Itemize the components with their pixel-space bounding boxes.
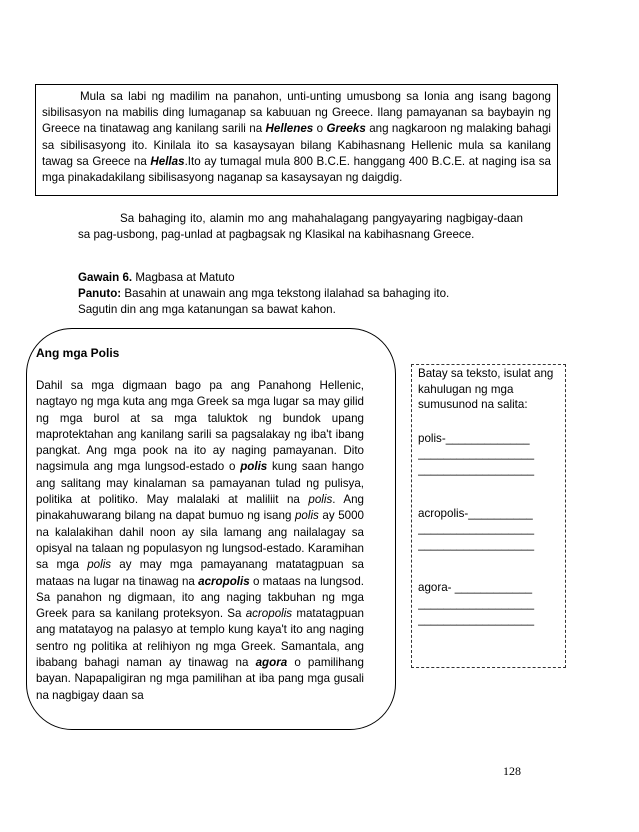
story-text-1: Dahil sa mga digmaan bago pa ang Panahong Hellenic, nagtayo ng mga kuta ang mga Greek sa mga lugar sa may gilid ng mga burol at sa mga taluktok ng bundok upang maprotektahan ang kanilang sarili sa pagsalakay ng iba't ibang pangkat. Ang mga pook na ito ay naging pamayanan. Dito nagsimula ang mga lungsod-estado o [36, 379, 364, 474]
term-polis: polis [308, 493, 333, 507]
term-polis: polis [294, 509, 319, 523]
panuto-label: Panuto: [78, 287, 122, 300]
task-section [78, 270, 538, 318]
story-text-2: kung saan hango ang salitang may kinalaman sa pamayanan tulad ng pulisya, politika at politiko. May malalaki at maliliit na [36, 460, 364, 507]
lead-paragraph [78, 211, 523, 243]
term-hellas: Hellas [150, 154, 185, 168]
story-text-3: . Ang pinakahuwarang bilang na dapat bumuo ng isang [36, 493, 364, 523]
vocab-panel [418, 366, 563, 655]
term-acropolis: acropolis [198, 574, 250, 588]
intro-text-3: .Ito ay tumagal mula 800 B.C.E. hanggang 400 B.C.E. at naging isa sa mga pinakadakilang sibilisasyong naganap sa kasaysayan ng daigdig. [42, 154, 551, 185]
story-text-6: o mataas na lungsod. Sa panahon ng digmaan, ito ang naging takbuhan ng mga Greek para sa kanilang proteksyon. Sa [36, 574, 364, 621]
answer-line[interactable]: __________________ [418, 447, 535, 461]
vocab-term-acropolis: acropolis-__________ [418, 506, 533, 520]
task-instruction [78, 286, 538, 302]
answer-line[interactable]: __________________ [418, 462, 535, 476]
term-greeks: Greeks [326, 122, 366, 136]
answer-line[interactable]: __________________ [418, 537, 535, 551]
vocab-item-acropolis[interactable] [418, 506, 563, 553]
answer-line[interactable]: __________________ [418, 522, 535, 536]
term-hellenes: Hellenes [265, 122, 314, 136]
vocab-term-agora: agora- ____________ [418, 581, 533, 595]
term-polis: polis [240, 460, 268, 474]
task-title: Gawain 6. [78, 271, 133, 284]
answer-line[interactable]: __________________ [418, 612, 535, 626]
story-text-4: ay 5000 na kalalakihan dahil noon ay sila lamang ang nailalagay sa opisyal na talaan ng populasyon ng lungsod-estado. Karamihan sa mga [36, 509, 364, 572]
term-polis: polis [87, 558, 112, 572]
vocab-instruction: Batay sa teksto, isulat ang kahulugan ng mga sumusunod na salita: [418, 367, 554, 412]
vocab-item-polis[interactable] [418, 431, 563, 478]
task-heading [78, 270, 538, 286]
vocab-item-agora[interactable] [418, 580, 563, 627]
story-text-7: matatagpuan ang matatayog na palasyo at templo kung kaya't ito ang naging sentro ng politika at relihiyon ng mga Greek. Samantala, ang ibabang bahagi naman ay tinawag na [36, 607, 364, 670]
term-acropolis: acropolis [245, 607, 293, 621]
lead-text: Sa bahaging ito, alamin mo ang mahahalagang pangyayaring nagbigay-daan sa pag-usbong, pag-unlad at pagbagsak ng Klasikal na kabihasnang Greece. [78, 212, 523, 241]
panuto-text: Basahin at unawain ang mga tekstong ilalahad sa bahaging ito. [121, 287, 450, 300]
intro-text-1: Mula sa labi ng madilim na panahon, unti-unting umusbong sa Ionia ang isang bagong sibilisasyon na mabilis ding lumaganap sa kabuuan ng Greece. Ilang pamayanan sa baybayin ng Greece na tinatawag ang kanilang sarili na [42, 90, 551, 136]
story-text-8: o pamilihang bayan. Napapaligiran ng mga pamilihan at iba pang mga gusali na nagbigay daan sa [36, 656, 364, 702]
panuto-line-2: Sagutin din ang mga katanungan sa bawat kahon. [78, 303, 336, 316]
page-number: 128 [503, 764, 521, 778]
intro-paragraph [42, 89, 551, 186]
story-text [36, 378, 364, 708]
story-title: Ang mga Polis [36, 346, 120, 360]
term-agora: agora [255, 656, 288, 670]
intro-text-o: o [313, 122, 327, 136]
story-text-5: ay may mga pamayanang matatagpuan sa mataas na lugar na tinawag na [36, 558, 364, 588]
intro-box [35, 84, 558, 196]
answer-line[interactable]: __________________ [418, 596, 535, 610]
task-title-rest: Magbasa at Matuto [132, 271, 235, 284]
vocab-term-polis: polis-_____________ [418, 431, 530, 445]
intro-text-2: ang nagkaroon ng malaking bahagi sa sibilisasyong ito. Kinilala ito sa kasaysayan bilang Kabihasnang Hellenic mula sa kanilang tawag sa Greece na [42, 122, 552, 168]
